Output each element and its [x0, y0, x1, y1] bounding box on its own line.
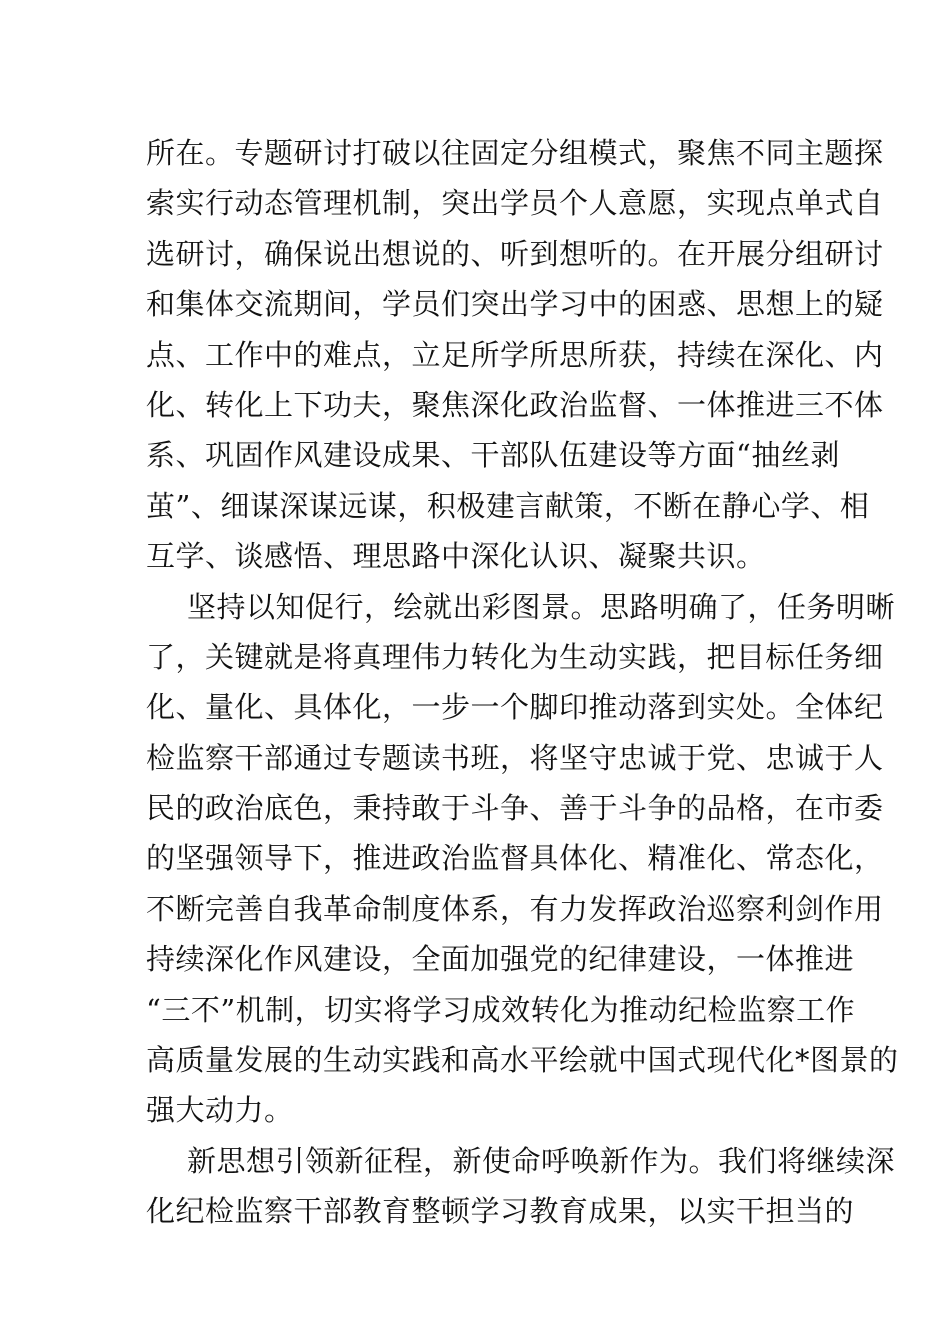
paragraph-1-line-7: 系、巩固作风建设成果、干部队伍建设等方面“抽丝剥 — [146, 438, 840, 473]
paragraph-1-line-5: 点、工作中的难点，立足所学所思所获，持续在深化、内 — [146, 337, 884, 372]
paragraph-2-line-3: 化、量化、具体化，一步一个脚印推动落到实处。全体纪 — [146, 690, 884, 725]
paragraph-2-line-6: 的坚强领导下，推进政治监督具体化、精准化、常态化， — [146, 841, 884, 876]
paragraph-2-line-8: 持续深化作风建设，全面加强党的纪律建设，一体推进 — [146, 942, 855, 977]
paragraph-2-line-9: “三不”机制，切实将学习成效转化为推动纪检监察工作 — [146, 992, 856, 1027]
paragraph-2-line-4: 检监察干部通过专题读书班，将坚守忠诚于党、忠诚于人 — [146, 740, 884, 775]
paragraph-2-line-10: 高质量发展的生动实践和高水平绘就中国式现代化*图景的 — [146, 1043, 899, 1078]
body-text — [146, 128, 899, 1237]
paragraph-1-line-9: 互学、谈感悟、理思路中深化认识、凝聚共识。 — [146, 539, 766, 574]
paragraph-1-line-3: 选研讨，确保说出想说的、听到想听的。在开展分组研讨 — [146, 236, 884, 271]
paragraph-2-line-1: 坚持以知促行，绘就出彩图景。思路明确了，任务明晰 — [187, 589, 896, 624]
paragraph-2-line-2: 了，关键就是将真理伟力转化为生动实践，把目标任务细 — [146, 639, 884, 674]
paragraph-3-line-2: 化纪检监察干部教育整顿学习教育成果，以实干担当的 — [146, 1194, 855, 1229]
paragraph-2-line-7: 不断完善自我革命制度体系，有力发挥政治巡察利剑作用 — [146, 891, 884, 926]
paragraph-1-line-8: 茧”、细谋深谋远谋，积极建言献策，不断在静心学、相 — [146, 488, 870, 523]
paragraph-2-line-11: 强大动力。 — [146, 1093, 294, 1128]
paragraph-2-line-5: 民的政治底色，秉持敢于斗争、善于斗争的品格，在市委 — [146, 791, 884, 826]
paragraph-3-line-1: 新思想引领新征程，新使命呼唤新作为。我们将继续深 — [187, 1143, 896, 1178]
paragraph-1-line-2: 索实行动态管理机制，突出学员个人意愿，实现点单式自 — [146, 186, 884, 221]
paragraph-1-line-6: 化、转化上下功夫，聚焦深化政治监督、一体推进三不体 — [146, 387, 884, 422]
paragraph-1-line-1: 所在。专题研讨打破以往固定分组模式，聚焦不同主题探 — [146, 136, 884, 170]
paragraph-1-line-4: 和集体交流期间，学员们突出学习中的困惑、思想上的疑 — [146, 287, 884, 322]
